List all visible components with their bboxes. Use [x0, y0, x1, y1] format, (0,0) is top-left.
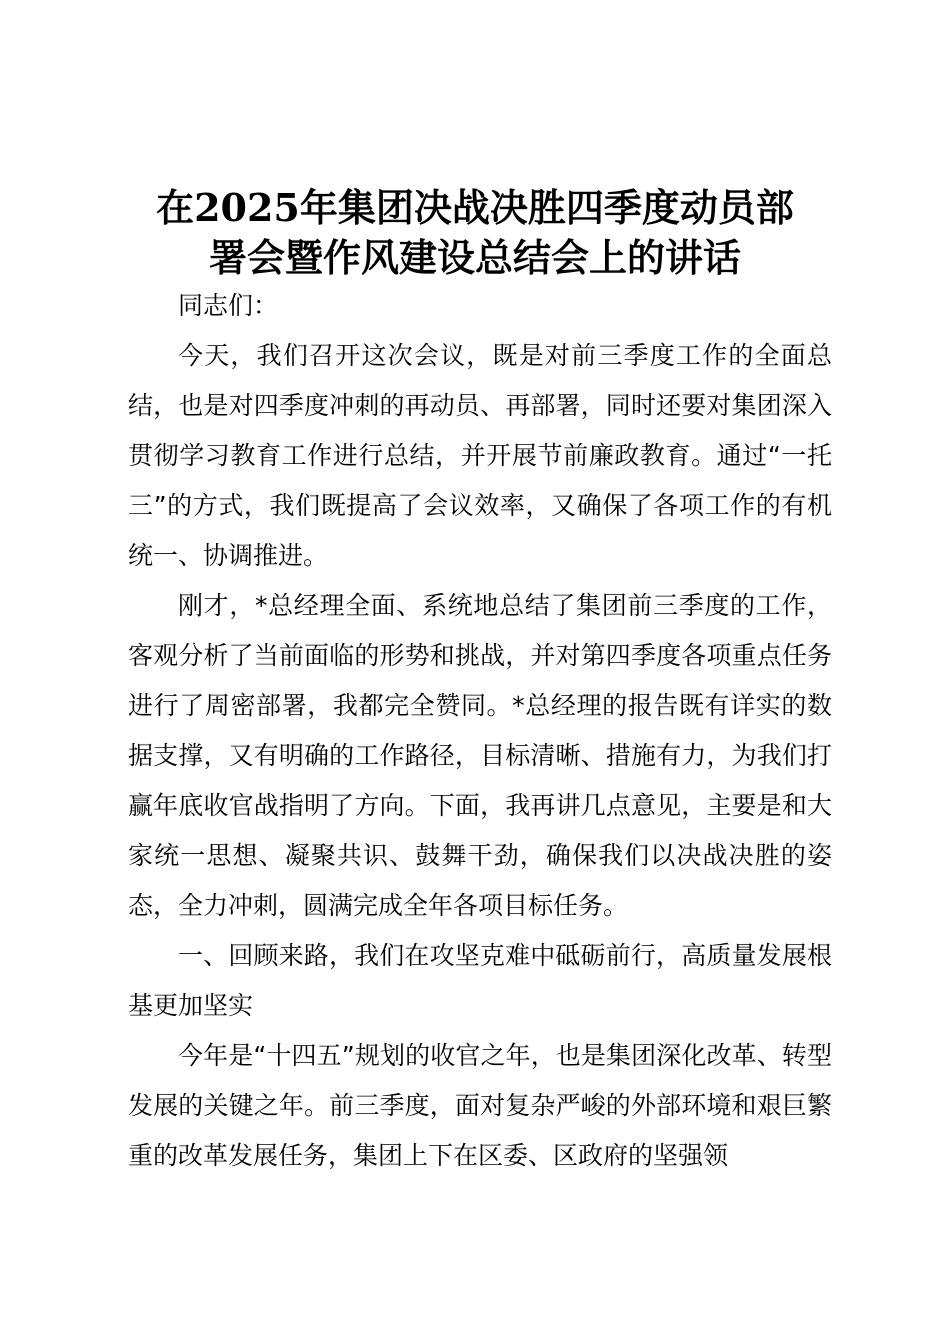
document-title [100, 183, 850, 283]
salutation: 同志们： [178, 291, 279, 320]
paragraph-intro: 今天，我们召开这次会议，既是对前三季度工作的全面总结，也是对四季度冲刺的再动员、再部署，同时还要对集团深入贯彻学习教育工作进行总结，并开展节前廉政教育。通过“一托三”的方式，我们既提高了会议效率，又确保了各项工作的有机统一、协调推进。 [128, 341, 832, 570]
paragraph-summary: 刚才，*总经理全面、系统地总结了集团前三季度的工作，客观分析了当前面临的形势和挑战，并对第四季度各项重点任务进行了周密部署，我都完全赞同。*总经理的报告既有详实的数据支撑，又有明确的工作路径，目标清晰、措施有力，为我们打赢年底收官战指明了方向。下面，我再讲几点意见，主要是和大家统一思想、凝聚共识、鼓舞干劲，确保我们以决战决胜的姿态，全力冲刺，圆满完成全年各项目标任务。 [128, 591, 832, 920]
document-body [128, 281, 832, 1181]
title-line-1: 在2025年集团决战决胜四季度动员部 [156, 185, 794, 230]
title-line-2: 署会暨作风建设总结会上的讲话 [208, 235, 741, 280]
section-heading-1: 一、回顾来路，我们在攻坚克难中砥砺前行，高质量发展根基更加坚实 [128, 941, 832, 1020]
paragraph-section-1: 今年是“十四五”规划的收官之年，也是集团深化改革、转型发展的关键之年。前三季度，面对复杂严峻的外部环境和艰巨繁重的改革发展任务，集团上下在区委、区政府的坚强领 [128, 1041, 832, 1170]
